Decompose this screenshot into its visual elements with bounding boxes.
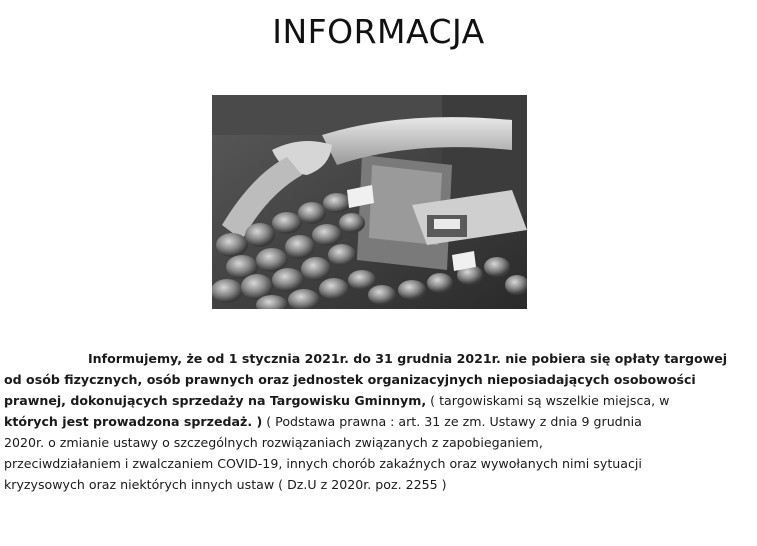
paragraph-line-4-normal: ( Podstawa prawna : art. 31 ze zm. Ustawy z dnia 9 grudnia (262, 414, 642, 429)
paragraph-line-1 (88, 348, 728, 369)
paragraph-line-4 (4, 411, 728, 432)
paragraph-line-2 (4, 369, 728, 390)
paragraph-line-3 (4, 390, 728, 411)
paragraph-line-7: kryzysowych oraz niektórych innych ustaw ( Dz.U z 2020r. poz. 2255 ) (4, 477, 447, 492)
paragraph-line-2-bold: od osób fizycznych, osób prawnych oraz jednostek organizacyjnych nieposiadających osobowości (4, 372, 696, 387)
information-paragraph (4, 348, 728, 495)
paragraph-line-6: przeciwdziałaniem i zwalczaniem COVID-19, innych chorób zakaźnych oraz wywołanych nimi sytuacji (4, 456, 642, 471)
paragraph-line-3-normal: ( targowiskami są wszelkie miejsca, w (426, 393, 670, 408)
paragraph-line-4-bold: których jest prowadzona sprzedaż. ) (4, 414, 263, 429)
market-vegetables-photo-icon (212, 95, 527, 309)
paragraph-line-5: 2020r. o zmianie ustawy o szczególnych rozwiązaniach związanych z zapobieganiem, (4, 435, 543, 450)
page-title: INFORMACJA (272, 12, 485, 51)
paragraph-line-3-bold: prawnej, dokonujących sprzedaży na Targowisku Gminnym, (4, 393, 427, 408)
market-photo (212, 95, 527, 309)
paragraph-line-1-bold: Informujemy, że od 1 stycznia 2021r. do 31 grudnia 2021r. nie pobiera się opłaty targowej (88, 351, 728, 366)
